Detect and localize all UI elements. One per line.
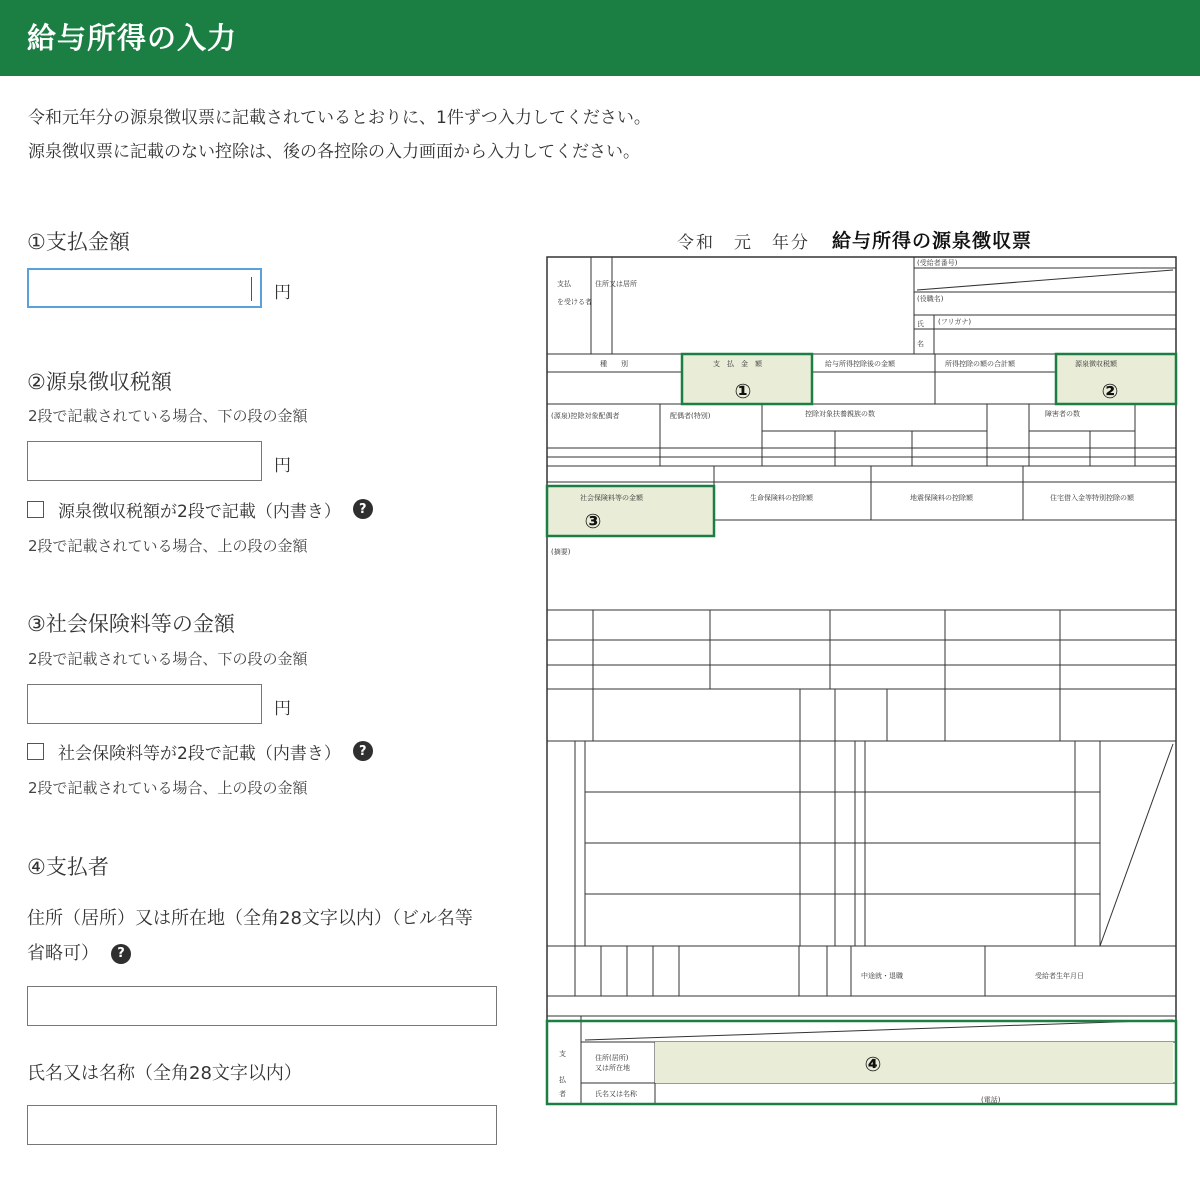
svg-text:(源泉)控除対象配偶者: (源泉)控除対象配偶者 xyxy=(551,412,620,420)
payment-amount-title: ①支払金額 xyxy=(27,230,130,254)
payer-address-label-line-2: 省略可） xyxy=(27,943,99,964)
svg-text:種 別: 種 別 xyxy=(600,360,628,368)
marker-2: ② xyxy=(1101,379,1119,403)
svg-text:障害者の数: 障害者の数 xyxy=(1045,410,1080,418)
svg-text:配偶者(特別): 配偶者(特別) xyxy=(670,412,711,420)
svg-text:名: 名 xyxy=(917,340,924,348)
slip-title: 給与所得の源泉徴収票 xyxy=(832,230,1033,252)
withholding-tax-note-lower: 2段で記載されている場合、下の段の金額 xyxy=(28,407,308,425)
social-insurance-input[interactable] xyxy=(27,684,262,724)
withholding-two-tier-row[interactable] xyxy=(27,497,373,521)
marker-4: ④ xyxy=(864,1052,882,1076)
svg-text:払: 払 xyxy=(559,1076,566,1084)
withholding-tax-input[interactable] xyxy=(27,441,262,481)
svg-text:(フリガナ): (フリガナ) xyxy=(938,318,972,326)
social-insurance-title: ③社会保険料等の金額 xyxy=(27,612,235,636)
intro-line-2: 源泉徴収票に記載のない控除は、後の各控除の入力画面から入力してください。 xyxy=(28,142,640,162)
slip-heading xyxy=(545,222,1180,254)
svg-text:を受ける者: を受ける者 xyxy=(557,298,592,306)
svg-text:控除対象扶養親族の数: 控除対象扶養親族の数 xyxy=(805,410,875,418)
withholding-tax-unit: 円 xyxy=(274,456,291,476)
social-insurance-two-tier-checkbox[interactable] xyxy=(27,743,44,760)
payer-title: ④支払者 xyxy=(27,855,109,879)
help-icon[interactable]: ? xyxy=(111,944,131,964)
social-insurance-two-tier-label: 社会保険料等が2段で記載（内書き） xyxy=(58,743,341,764)
social-insurance-two-tier-row[interactable] xyxy=(27,739,373,763)
svg-text:支: 支 xyxy=(559,1050,566,1058)
svg-text:源泉徴収税額: 源泉徴収税額 xyxy=(1075,360,1117,368)
social-insurance-unit: 円 xyxy=(274,699,291,719)
help-icon[interactable]: ? xyxy=(353,741,373,761)
slip-year-label: 令和 元 年分 xyxy=(677,233,810,253)
withholding-tax-title: ②源泉徴収税額 xyxy=(27,370,172,394)
svg-text:社会保険料等の金額: 社会保険料等の金額 xyxy=(580,494,643,502)
svg-text:(受給者番号): (受給者番号) xyxy=(917,259,958,267)
svg-text:地震保険料の控除額: 地震保険料の控除額 xyxy=(910,494,973,502)
withholding-two-tier-label: 源泉徴収税額が2段で記載（内書き） xyxy=(58,501,341,522)
svg-text:住所又は居所: 住所又は居所 xyxy=(595,280,637,288)
help-icon[interactable]: ? xyxy=(353,499,373,519)
payer-address-label xyxy=(27,901,473,971)
svg-text:生命保険料の控除額: 生命保険料の控除額 xyxy=(750,494,813,502)
payment-amount-input[interactable] xyxy=(27,268,262,308)
svg-text:住所(居所): 住所(居所) xyxy=(595,1054,629,1062)
social-insurance-note-upper: 2段で記載されている場合、上の段の金額 xyxy=(28,779,308,797)
svg-text:受給者生年月日: 受給者生年月日 xyxy=(1035,972,1084,980)
svg-text:氏: 氏 xyxy=(917,320,924,328)
svg-text:支払: 支払 xyxy=(557,280,571,288)
svg-text:(役職名): (役職名) xyxy=(917,295,944,303)
svg-text:支 払 金 額: 支 払 金 額 xyxy=(713,360,762,368)
payer-address-input[interactable] xyxy=(27,986,497,1026)
payer-address-label-line-2-row xyxy=(27,936,473,971)
svg-text:給与所得控除後の金額: 給与所得控除後の金額 xyxy=(825,360,895,368)
payer-name-label: 氏名又は名称（全角28文字以内） xyxy=(27,1063,302,1084)
svg-text:所得控除の額の合計額: 所得控除の額の合計額 xyxy=(945,360,1015,368)
page-title: 給与所得の入力 xyxy=(27,21,238,55)
payment-amount-unit: 円 xyxy=(274,283,291,303)
social-insurance-note-lower: 2段で記載されている場合、下の段の金額 xyxy=(28,650,308,668)
intro-line-1: 令和元年分の源泉徴収票に記載されているとおりに、1件ずつ入力してください。 xyxy=(28,108,651,128)
page-header xyxy=(0,0,1200,76)
svg-text:中途就・退職: 中途就・退職 xyxy=(861,972,903,980)
marker-3: ③ xyxy=(584,509,602,533)
slip-highlight-payer-address xyxy=(655,1042,1173,1083)
slip-diagram xyxy=(545,256,1180,1106)
svg-text:(摘要): (摘要) xyxy=(551,548,571,556)
intro-text xyxy=(28,101,651,169)
withholding-two-tier-checkbox[interactable] xyxy=(27,501,44,518)
marker-1: ① xyxy=(734,379,752,403)
svg-text:者: 者 xyxy=(559,1090,566,1098)
text-caret xyxy=(251,277,252,301)
withholding-tax-note-upper: 2段で記載されている場合、上の段の金額 xyxy=(28,537,308,555)
svg-text:住宅借入金等特別控除の額: 住宅借入金等特別控除の額 xyxy=(1050,494,1134,502)
svg-text:氏名又は名称: 氏名又は名称 xyxy=(595,1090,637,1098)
svg-text:(電話): (電話) xyxy=(981,1096,1001,1104)
payer-address-label-line-1: 住所（居所）又は所在地（全角28文字以内）（ビル名等 xyxy=(27,908,473,929)
svg-text:又は所在地: 又は所在地 xyxy=(595,1064,630,1072)
withholding-slip-image xyxy=(545,222,1180,1112)
payer-name-input[interactable] xyxy=(27,1105,497,1145)
